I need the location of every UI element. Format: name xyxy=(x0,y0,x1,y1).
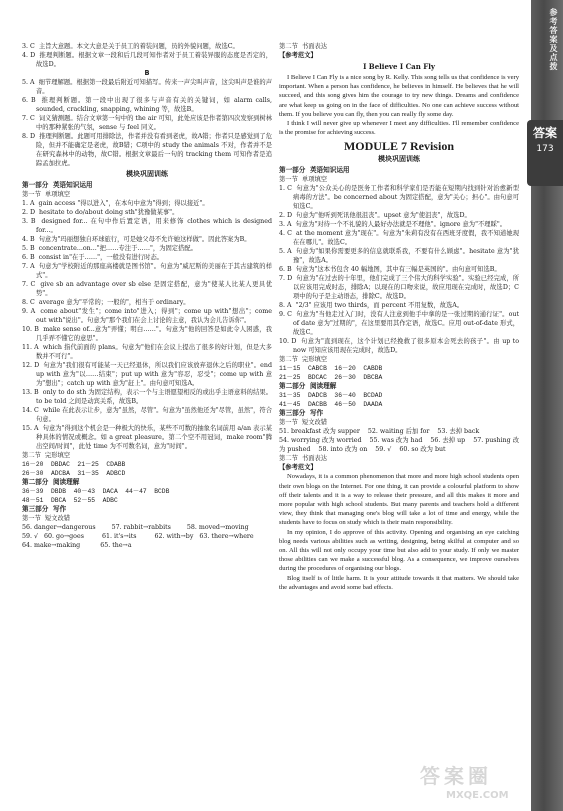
reading-answers-row-1: 31－35 DADCB 36－40 BCDAD xyxy=(279,392,383,400)
answer-line: 1. C 句意为"公众关心的是医务工作者和科学家们是否能在短期内找到针对治愈新型病毒的方法"。be concerned about 为固定搭配，意为"关心；担心"。由句意可知选C。 xyxy=(279,185,519,211)
section-title-consolidation: 模块巩固训练 xyxy=(126,170,168,178)
answer-line: 5. A 细节理解题。根据第一段最后附近可知描写。传来一声尖叫声音，这尖叫声是谁的声音。 xyxy=(22,79,272,95)
subsection-heading-writing: 第二节 书面表达 xyxy=(279,43,328,50)
reading-answers-row-2: 48－51 DBCA 52－55 ADBC xyxy=(22,497,118,504)
answer-line: 7. A 句意为"学校附近的那座高楼就是图书馆"。句意为"威尼斯的美丽在于其古建筑的样式"。 xyxy=(22,263,272,279)
previous-answers xyxy=(22,42,275,168)
left-column xyxy=(22,42,275,550)
watermark-url: MXQE.COM xyxy=(446,790,509,801)
section-title-consolidation: 模块巩固训练 xyxy=(378,155,420,164)
part-heading-writing: 第三部分 写作 xyxy=(22,505,67,513)
page-number: 173 xyxy=(536,144,554,154)
answer-line: 3. A 句意为"对待一个不礼貌的人最好办法就是不理他"。ignore 意为"不理睬"。 xyxy=(279,221,507,229)
part-heading-writing: 第三部分 写作 xyxy=(279,409,324,418)
single-choice-answers xyxy=(22,199,275,451)
answer-line: 11. A which 指代前面的 plans。句意为"他们在会议上提出了很多的好计划，但是大多数并不可行"。 xyxy=(22,344,272,360)
answer-line: 6. B 推理判断题。第一段中出现了很多与声音有关的关键词，如 alarm calls, sounded, crackling, snapping, whining 等，故选B。 xyxy=(22,97,275,113)
correction-line-1: 56. danger→dangerous 57. rabbit→rabbits 58. moved→moving xyxy=(22,524,249,531)
subsection-heading-correction: 第一节 短文改错 xyxy=(22,515,71,522)
answer-line: 3. B designed for... 在句中作后置定语，用来修饰 clothes which is designed for...。 xyxy=(22,218,275,234)
answer-tab-label: 答案 xyxy=(532,126,557,140)
answer-line: 8. D 推理判断题。此题可用排除法，作者并没有看到老虎，故A错；作者只是感觉到了危险，但并不能确定是老虎，故B错；C项中的 study the animals 不对，作者并不是在研究森林中的动物，故C错。根据文章最后一句的 tracking them 可知作者是追踪孟加拉虎。 xyxy=(22,133,272,167)
answer-line: 7. C give sb an advantage over sb else 是固定搭配，意为"使某人比某人更具优势"。 xyxy=(22,281,272,297)
essay-paragraph: In my opinion, I do approve of this activity. Opening and organising an eye catching blog needs various abilities such as writing, designing, being skilful at computer and so on. All this will not only occupy your time but also add to your study. If only we master those abilities can we make a successful blog. As a consequence, we improve ourselves during the procedures of organising our blogs. xyxy=(279,528,521,573)
model-essay-label: 【参考范文】 xyxy=(279,52,317,59)
essay-paragraph: Nowadays, it is a common phenomenon that more and more high school students open their own blogs on the Internet. For one thing, it can provide a colourful platform to show off their talents and it is a way to release their pressure, and all this makes it more and more popular with high school students. But many parents and teachers hold a different view, they think that managing one's blog will take a lot of time and energy, while the students have to focus on study which is their main responsibility. xyxy=(279,473,521,527)
cloze-answers-row-2: 26－30 ADCBA 31－35 ADBCD xyxy=(22,470,126,477)
essay-paragraph: I Believe I Can Fly is a nice song by R. Kelly. This song tells us that confidence is very important. When a person has confidence, he believes in himself. He believes that he will succeed, and this song gives him the courage to try new things. Dreams and confidence are what keep us going on in the face of difficulties. No one can achieve success without them. If you believe you can fly, then you can really fly some day. xyxy=(279,74,521,118)
subsection-heading-correction: 第一节 短文改错 xyxy=(279,419,328,427)
subsection-heading-single-choice: 第一节 单项填空 xyxy=(279,176,328,184)
answer-line: 2. D hesitate to do/about doing sth"犹豫做某事"。 xyxy=(22,209,179,216)
part-heading-reading: 第二部分 阅读理解 xyxy=(22,478,80,486)
answer-line: 8. C average 意为"平常的；一般的"，相当于 ordinary。 xyxy=(22,299,190,306)
subsection-heading-cloze: 第二节 完形填空 xyxy=(279,356,328,364)
answer-line: 2. D 句意为"他听到死讯他很沮丧"。upset 意为"使沮丧"，故选D。 xyxy=(279,212,471,220)
answer-line: 7. D 句意为"在过去的十年里，他们完成了三个伟大的科学实验"。实验已经完成，所以应该用完成时态，排除A；以现在的口吻来说，故应用现在完成时，故选D；C项中的句子是主动语态，排除C。故选D。 xyxy=(279,275,519,301)
answer-line: 7. C 词义猜测题。结合文章第一句中的 the air 可知，此处应该是作者第四次发察到树林中的那种紧张的气氛，sense 与 feel 同义。 xyxy=(22,115,272,131)
answer-line: 4. D 推理判断题。根据文章一段和后几段可知作者对于员工着装异服的态度是否定的，故选D。 xyxy=(22,52,272,68)
subsection-heading-cloze: 第二节 完形填空 xyxy=(22,452,71,459)
model-essay-label: 【参考范文】 xyxy=(279,464,317,472)
answer-line: 4. C at the moment 意为"现在"。句意为"朱莉有没有在西班牙度假，我不知道她现在在哪儿"。故选C。 xyxy=(279,230,519,247)
answer-line: 9. C 句意为"当他走过入门时，没有人注意到他手中拿的是一张过期的通行证"。out of date 意为"过期的"，在这里要用其作定语，故选C。应用 out-of-date 形式，故选C。 xyxy=(279,311,522,337)
reading-answers-row-1: 36－39 DBDB 40－43 DACA 44－47 BCDB xyxy=(22,488,170,495)
watermark-text: 答案圈 xyxy=(420,764,492,788)
answer-line: 15. A 句意为"得到这个机会是一种极大的快乐，某些不可数的抽象名词前用 a/an 表示某种具体的情况或概念。如 a great pleasure。第二个空不用冠词，make room"腾出空间/时间"，此处 time 为不可数名词，意为"时间"。 xyxy=(22,425,272,450)
answer-line: 13. B only to do sth 为固定结构，表示一个与主语愿望相反的或出乎主语意料的结果。to be told 之间是动宾关系，故选B。 xyxy=(22,389,272,405)
cloze-answers-row-1: 16－20 DBDAC 21－25 CDABB xyxy=(22,461,126,468)
answer-line: 9. A come about"发生"；come into"进入；得到"；come up with"想出"；come out with"说出"。句意为"那个我们在会上讨论的主意，我认为会儿告诉你"。 xyxy=(22,308,275,324)
part-heading-knowledge: 第一部分 英语知识运用 xyxy=(22,181,93,189)
answer-line: 6. B 句意为"这本书包含 40 幅地图，其中有三幅是英国的"。由句意可知选B。 xyxy=(279,266,501,274)
reading-answers-row-2: 41－45 DACBB 46－50 DAADA xyxy=(279,401,383,409)
subsection-heading-writing: 第二节 书面表达 xyxy=(279,455,328,463)
answer-line: 5. B concentrate...on..."把……专注于……"，为固定搭配。 xyxy=(22,245,197,252)
essay-title: I Believe I Can Fly xyxy=(363,62,435,71)
answer-line: 3. C 主旨大意题。本文大意是关于员工的着装问题，员的外貌问题，故选C。 xyxy=(22,43,239,50)
answer-line: 12. D 句意为"我们很有可能某一天已经退休，所以我们应该放弃退休之后的职业"。end up with 意为"以……结束"；put up with 意为"容忍，忍受"；come up with 意为"想出"；catch up with 意为"赶上"。由句意可知选A。 xyxy=(22,362,275,387)
side-strip-title: 参考答案及点拨 xyxy=(549,8,558,71)
correction-line-3: 64. make→making 65. the→a xyxy=(22,542,132,549)
part-heading-reading: 第二部分 阅读理解 xyxy=(279,382,337,391)
answer-line: 4. B 句意为"玛丽想独自环球旅行，可是她父母不允许她这样做"。因此答案为B。 xyxy=(22,236,251,243)
essay-paragraph: I think I will never give up whenever I meet any difficulties. I'll remember confidence is the promise for achieving success. xyxy=(279,120,521,137)
answer-line: 1. A gain access "得以进入"，在本句中意为"得到；得以接近"。 xyxy=(22,200,209,207)
single-choice-answers xyxy=(279,184,522,355)
essay-paragraph: Blog itself is of little harm. It is your attitude towards it that matters. We should take the advantages and avoid some bad effects. xyxy=(279,574,521,591)
answer-tab xyxy=(527,120,563,186)
answer-line: 10. D 句意为"直到现在，这个计划已经挽救了很多原本会死去的孩子"。由 up to now 可知应该用现在完成时，故选D。 xyxy=(279,338,522,355)
answer-line: 5. A 句意为"如果你需要更多的信息就联系我，不要有什么顾虑"。hesitate 意为"犹豫"，故选A。 xyxy=(279,248,519,265)
answer-line: 8. A "2/3" 应该用 two thirds，而 percent 不用复数，故选A。 xyxy=(279,302,464,310)
correction-line-2: 59. √ 60. go→goes 61. it's→its 62. with→by 63. there→where xyxy=(22,533,254,540)
cloze-answers-row-2: 21－25 BDCAC 26－30 DBCBA xyxy=(279,374,383,382)
correction-line-1: 51. breakfast 改为 supper 52. waiting 后加 for 53. 去掉 back xyxy=(279,428,480,436)
answer-line: 14. C while 在此表示让步，意为"虽然，尽管"。句意为"虽然他还为"尽管，虽然"，符合句意。 xyxy=(22,407,272,423)
correction-line-2: 54. worrying 改为 worried 55. was 改为 had 56. 去掉 up 57. pushing 改为 pushed 58. into 改为 on 59. √ 60. so 改为 but xyxy=(279,437,519,454)
cloze-answers-row-1: 11－15 CABCB 16－20 CABDB xyxy=(279,365,383,373)
part-heading-knowledge: 第一部分 英语知识运用 xyxy=(279,166,350,175)
answer-line: B xyxy=(144,69,150,77)
right-column xyxy=(279,42,522,592)
watermark-logo xyxy=(420,760,530,808)
module-heading: MODULE 7 Revision xyxy=(343,139,454,154)
answer-line: 6. B consist in"在于……"，一般没有进行时态。 xyxy=(22,254,164,261)
answer-line: 10. B make sense of...意为"弄懂；明白……"。句意为"他的回答是如此令人困惑，我几乎弄不懂它的意思"。 xyxy=(22,326,272,342)
subsection-heading-single-choice: 第一节 单项填空 xyxy=(22,191,71,198)
